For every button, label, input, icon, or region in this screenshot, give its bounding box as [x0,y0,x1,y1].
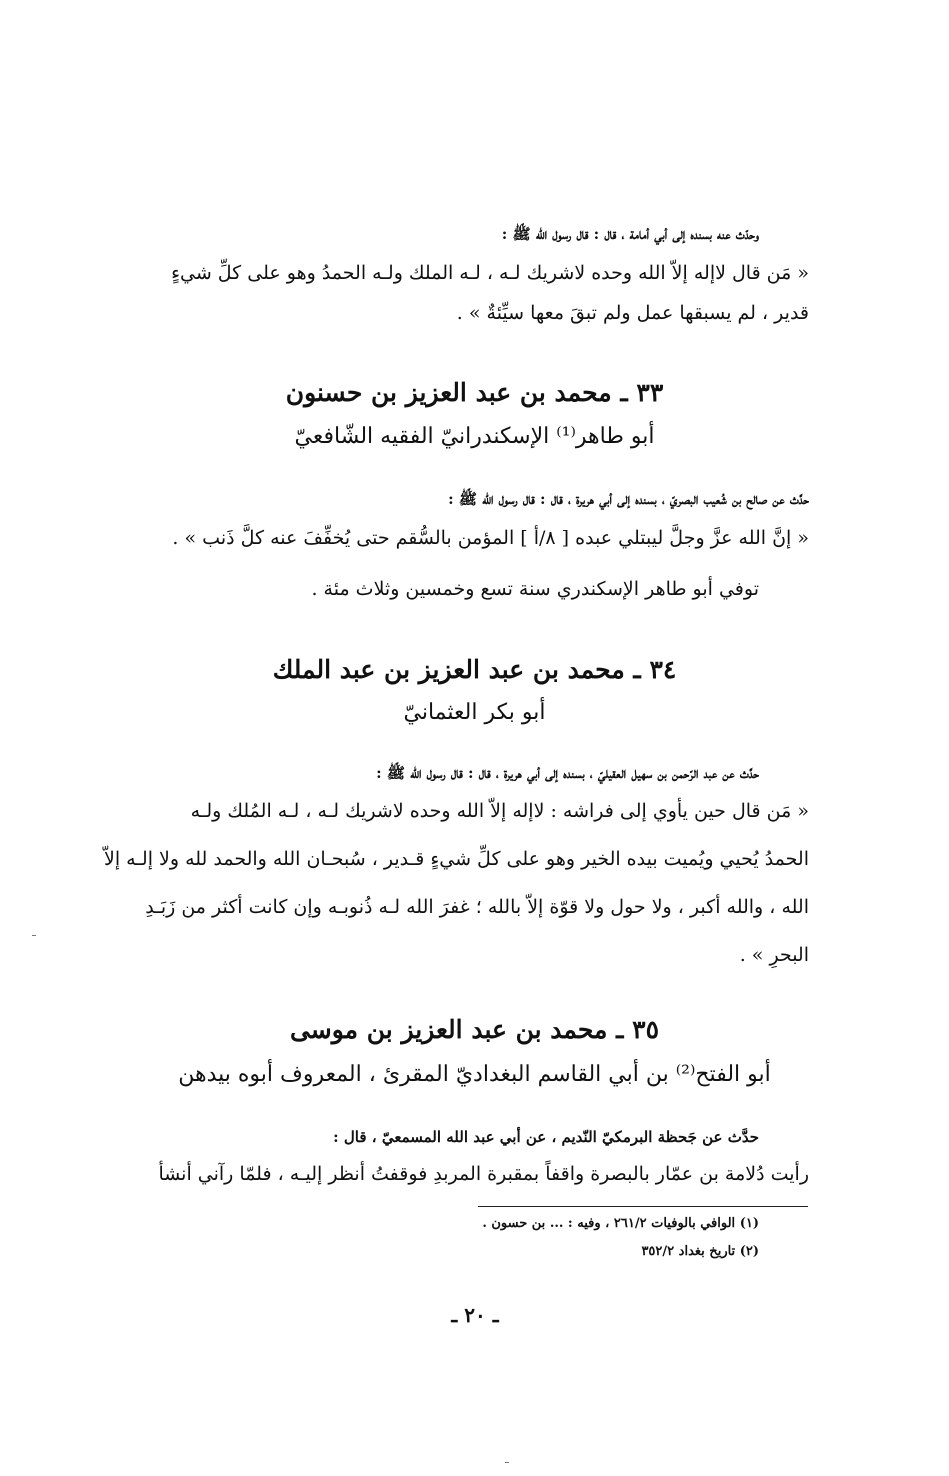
death-note: توفي أبو طاهر الإسكندري سنة تسع وخمسين وثلاث مئة . [311,578,759,600]
hadith-text-line: « مَن قال حين يأوي إلى فراشه : لاإله إلاّ الله وحده لاشريك لـه ، لـه المُلك ولـه [190,800,809,822]
hadith-text-line: « مَن قال لاإله إلاّ الله وحده لاشريك لـه ، لـه الملك ولـه الحمدُ وهو على كلِّ شيءٍ [171,262,809,284]
hadith-text-line: الله ، والله أكبر ، ولا حول ولا قوّة إلاّ بالله ؛ غفرَ الله لـه ذُنوبـه وإن كانت أكثر من زَبَـدِ [145,896,809,918]
scan-speck [32,935,36,936]
footnote-divider [478,1206,808,1207]
hadith-text-line: « إنَّ الله عزَّ وجلَّ ليبتلي عبده [ ٨/أ ] المؤمن بالسُّقم حتى يُخفِّفَ عنه كلَّ ذَنب » . [172,527,809,549]
entry-subheading: أبو طاهر⁽¹⁾ الإسكندرانيّ الفقيه الشّافعيّ [294,424,655,449]
isnad-text: وحدّث عنه بسنده إلى أبي أمامة ، قال : قال رسول الله ﷺ : [501,225,759,243]
entry-heading: ٣٥ ـ محمد بن عبد العزيز بن موسى [289,1015,660,1044]
entry-heading: ٣٣ ـ محمد بن عبد العزيز بن حسنون [285,378,664,407]
isnad-text: حدَّث عن عبد الرّحمن بن سهيل العقيليّ ، بسنده إلى أبي هريرة ، قال : قال رسول الله ﷺ : [376,764,759,782]
hadith-text-line: البحرِ » . [739,944,809,966]
isnad-text: حدَّث عن صالح بن شُعيب البصريّ ، بسنده إلى أبي هريرة ، قال : قال رسول الله ﷺ : [448,490,809,508]
narrative-text-line: رأيت دُلامة بن عمّار بالبصرة واقفاً بمقبرة المربدِ فوقفتُ أنظر إليـه ، فلمّا رآني أنشأ [158,1163,809,1185]
footnote: (١) الوافي بالوفيات ٢٦١/٢ ، وفيه : ... بن حسون . [482,1216,759,1231]
entry-subheading: أبو الفتح⁽²⁾ بن أبي القاسم البغداديّ المقرئ ، المعروف أبوه بيدهن [178,1062,771,1087]
hadith-text-line: قدير ، لم يسبقها عمل ولم تبقَ معها سيِّئةٌ » . [456,302,809,324]
isnad-text: حدَّث عن جَحظة البرمكيّ النّديم ، عن أبي عبد الله المسمعيّ ، قال : [333,1128,759,1146]
hadith-text-line: الحمدُ يُحيي ويُميت بيده الخير وهو على كلِّ شيءٍ قـدير ، سُبحـان الله والحمد لله ولا إلـه إلاّ [104,848,809,870]
entry-heading: ٣٤ ـ محمد بن عبد العزيز بن عبد الملك [272,655,677,684]
footnote: (٢) تاريخ بغداد ٣٥٢/٢ [641,1244,759,1259]
entry-subheading: أبو بكر العثمانيّ [403,700,546,725]
scan-speck [505,1462,509,1463]
page-number: ـ ٢٠ ـ [451,1303,499,1327]
